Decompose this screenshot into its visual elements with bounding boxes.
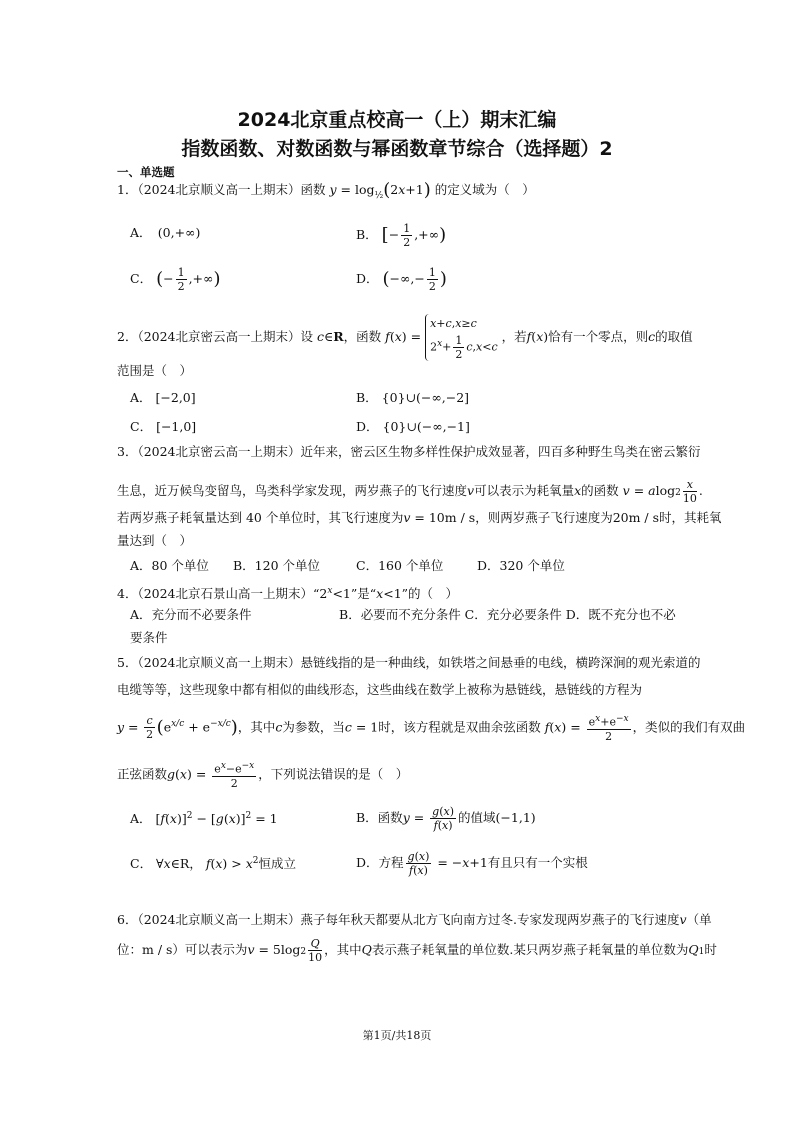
question-3-option-b: B．120 个单位 xyxy=(233,558,321,573)
question-1-option-b: B． [− $\frac{1}{2}$ ,+∞) xyxy=(356,222,447,249)
question-5-option-b: B．函数y = $\frac{g(x)}{f(x)}$ 的值域(−1,1) xyxy=(356,805,536,832)
document-title: 2024北京重点校高一（上）期末汇编 xyxy=(237,109,557,131)
document-subtitle: 指数函数、对数函数与幂函数章节综合（选择题）2 xyxy=(181,138,613,160)
question-6-line-2: 位：m / s）可以表示为v = 5log2 $\frac{Q}{10}$ ，其中Q表示燕子耗氧量的单位数.某只两岁燕子耗氧量的单位数为Q1时 xyxy=(117,937,717,964)
question-5-line-3: y = $\frac{c}{2}$ $(e^{x/c} + e^{-x/c})$，其中c为参数，当c = 1时，该方程就是双曲余弦函数 f(x) = $\frac{e^x+e^{-x}}{2}$ ，类似的我们有双曲 xyxy=(117,714,746,743)
question-4-options-cont: 要条件 xyxy=(130,630,168,645)
question-5-line-2: 电缆等等，这些现象中都有相似的曲线形态，这些曲线在数学上被称为悬链线，悬链线的方程为 xyxy=(117,682,643,697)
question-2-stem-cont: 范围是（ ） xyxy=(117,363,193,378)
question-2-option-b: B． {0}∪(−∞,−2] xyxy=(356,390,470,405)
question-3-line-1: 3．（2024北京密云高一上期末）近年来，密云区生物多样性保护成效显著，四百多种野生鸟类在密云繁衍 xyxy=(117,444,701,459)
question-2-option-a: A． [−2,0] xyxy=(130,390,196,405)
question-1-option-c: C． (− $\frac{1}{2}$ ,+∞) xyxy=(130,266,221,293)
question-5-option-c: C． ∀x∈R， $f(x) > x^2$恒成立 xyxy=(130,856,297,872)
question-2-stem: 2．（2024北京密云高一上期末）设 c∈R，函数 f(x) = x+c,x≥c $2^x+$ $\frac{1}{2}$ c,x<c ，若f(x)恰有一个零点，则c的取值 xyxy=(117,314,693,361)
question-5-line-4: 正弦函数g(x) = $\frac{e^x-e^{-x}}{2}$ ，下列说法错误的是（ ） xyxy=(117,761,409,790)
question-5-option-d: D．方程 $\frac{g(x)}{f(x)}$ = −x+1有且只有一个实根 xyxy=(356,850,588,877)
question-4-options: A．充分而不必要条件 B．必要而不充分条件 C．充分必要条件 D．既不充分也不必 xyxy=(130,607,676,622)
question-2-option-d: D． {0}∪(−∞,−1] xyxy=(356,419,470,434)
question-3-option-c: C．160 个单位 xyxy=(356,558,444,573)
section-heading: 一、单选题 xyxy=(117,165,175,179)
question-3-option-a: A．80 个单位 xyxy=(130,558,209,573)
question-6-line-1: 6．（2024北京顺义高一上期末）燕子每年秋天都要从北方飞向南方过冬.专家发现两岁燕子的飞行速度v（单 xyxy=(117,912,712,927)
question-3-line-2: 生息，近万候鸟变留鸟，鸟类科学家发现，两岁燕子的飞行速度v可以表示为耗氧量x的函数 v = alog2 $\frac{x}{10}$ . xyxy=(117,478,703,505)
question-5-option-a: A． $[f(x)]^2 - [g(x)]^2 = 1$ xyxy=(130,811,278,827)
question-2-option-c: C． [−1,0] xyxy=(130,419,197,434)
question-1-stem: 1．（2024北京顺义高一上期末）函数 $y = \log_{\frac{1}{2}}(2x+1)$ 的定义域为（ ） xyxy=(117,179,535,201)
question-4-stem: 4．（2024北京石景山高一上期末）“$2^x<1$”是“x<1”的（ ） xyxy=(117,586,459,602)
question-3-option-d: D．320 个单位 xyxy=(477,558,565,573)
question-5-line-1: 5．（2024北京顺义高一上期末）悬链线指的是一种曲线，如铁塔之间悬垂的电线，横跨深涧的观光索道的 xyxy=(117,655,701,670)
question-1-option-d: D． (−∞,− $\frac{1}{2}$ ) xyxy=(356,266,447,293)
page-footer: 第1页/共18页 xyxy=(362,1029,432,1042)
question-3-line-4: 量达到（ ） xyxy=(117,533,193,548)
question-1-option-a: A． (0,+∞) xyxy=(130,225,201,240)
question-3-line-3: 若两岁燕子耗氧量达到 40 个单位时，其飞行速度为v = 10m / s，则两岁燕子飞行速度为20m / s时，其耗氧 xyxy=(117,510,722,525)
